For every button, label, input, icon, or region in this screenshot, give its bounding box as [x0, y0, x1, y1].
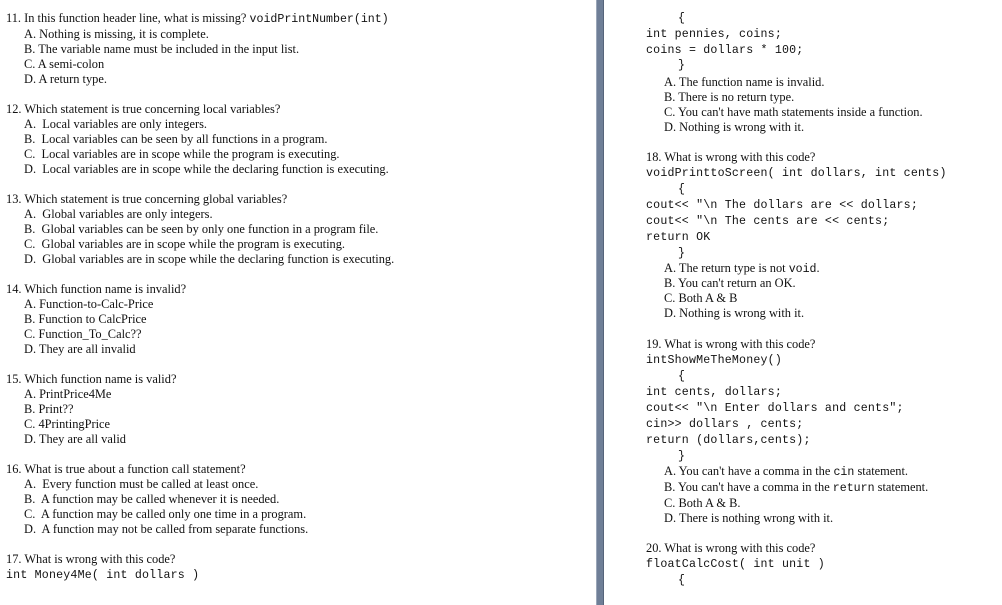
q18-option-a-tail: .	[816, 261, 820, 275]
q16-option-a: A. Every function must be called at least once.	[24, 477, 259, 491]
q19-code-line: return (dollars,cents);	[646, 434, 811, 447]
q18-option-a	[664, 261, 820, 277]
q19-code-line: {	[678, 370, 686, 383]
q18-code-line: cout<< "\n The cents are << cents;	[646, 215, 890, 228]
q17-code-line: }	[678, 59, 686, 72]
q18-option-a-code: void	[788, 263, 817, 276]
q17-stem: 17. What is wrong with this code?	[6, 552, 176, 566]
q11-stem-text: 11. In this function header line, what is missing?	[6, 11, 250, 25]
q11-stem-code: voidPrintNumber(int)	[249, 13, 389, 26]
q11-option-d: D. A return type.	[24, 72, 107, 86]
q15-option-c: C. 4PrintingPrice	[24, 417, 111, 431]
q14-option-d: D. They are all invalid	[24, 342, 136, 356]
q11-option-a: A. Nothing is missing, it is complete.	[24, 27, 209, 41]
q12-option-a: A. Local variables are only integers.	[24, 117, 208, 131]
q18-code-line: voidPrinttoScreen( int dollars, int cents)	[646, 167, 947, 180]
q14-option-c: C. Function_To_Calc??	[24, 327, 142, 341]
q14-option-a: A. Function-to-Calc-Price	[24, 297, 154, 311]
q16-option-d: D. A function may not be called from separate functions.	[24, 522, 309, 536]
q18-option-d: D. Nothing is wrong with it.	[664, 306, 805, 320]
q12-option-b: B. Local variables can be seen by all functions in a program.	[24, 132, 328, 146]
column-divider	[596, 0, 604, 605]
q17-code-line: coins = dollars * 100;	[646, 44, 804, 57]
q19-option-b	[664, 480, 928, 496]
q13-stem: 13. Which statement is true concerning global variables?	[6, 192, 288, 206]
q19-code-line: }	[678, 450, 686, 463]
q19-option-b-text: B. You can't have a comma in the	[664, 480, 833, 494]
q19-option-b-code: return	[832, 482, 875, 495]
q19-option-a-text: A. You can't have a comma in the	[664, 464, 834, 478]
q17-option-a: A. The function name is invalid.	[664, 75, 825, 89]
q19-option-a-code: cin	[833, 466, 855, 479]
q12-stem: 12. Which statement is true concerning local variables?	[6, 102, 281, 116]
q14-stem: 14. Which function name is invalid?	[6, 282, 187, 296]
q19-code-line: int cents, dollars;	[646, 386, 782, 399]
q12-option-c: C. Local variables are in scope while the program is executing.	[24, 147, 340, 161]
q19-code-line: intShowMeTheMoney()	[646, 354, 782, 367]
q18-option-a-text: A. The return type is not	[664, 261, 789, 275]
q18-code-line: cout<< "\n The dollars are << dollars;	[646, 199, 918, 212]
q16-option-c: C. A function may be called only one time in a program.	[24, 507, 307, 521]
q15-option-d: D. They are all valid	[24, 432, 126, 446]
q19-option-b-tail: statement.	[874, 480, 929, 494]
q15-option-a: A. PrintPrice4Me	[24, 387, 112, 401]
q17-option-b: B. There is no return type.	[664, 90, 795, 104]
q18-option-b: B. You can't return an OK.	[664, 276, 796, 290]
q14-option-b: B. Function to CalcPrice	[24, 312, 147, 326]
q17-code-header: int Money4Me( int dollars )	[6, 569, 200, 582]
q18-code-line: {	[678, 183, 686, 196]
q17-option-c: C. You can't have math statements inside a function.	[664, 105, 923, 119]
q20-code-line: floatCalcCost( int unit )	[646, 558, 825, 571]
q17-option-d: D. Nothing is wrong with it.	[664, 120, 805, 134]
q18-code-line: return OK	[646, 231, 711, 244]
q15-stem: 15. Which function name is valid?	[6, 372, 177, 386]
q19-stem: 19. What is wrong with this code?	[646, 337, 816, 351]
q13-option-d: D. Global variables are in scope while the declaring function is executing.	[24, 252, 395, 266]
q11-stem	[6, 11, 389, 27]
q18-code-line: }	[678, 247, 686, 260]
q13-option-a: A. Global variables are only integers.	[24, 207, 213, 221]
q19-option-a	[664, 464, 908, 480]
q18-stem: 18. What is wrong with this code?	[646, 150, 816, 164]
q13-option-c: C. Global variables are in scope while the program is executing.	[24, 237, 346, 251]
q19-code-line: cout<< "\n Enter dollars and cents";	[646, 402, 904, 415]
q13-option-b: B. Global variables can be seen by only one function in a program file.	[24, 222, 379, 236]
q11-option-c: C. A semi-colon	[24, 57, 105, 71]
q19-option-d: D. There is nothing wrong with it.	[664, 511, 834, 525]
q15-option-b: B. Print??	[24, 402, 74, 416]
q17-code-line: {	[678, 12, 686, 25]
q19-code-line: cin>> dollars , cents;	[646, 418, 804, 431]
q16-option-b: B. A function may be called whenever it is needed.	[24, 492, 280, 506]
q19-option-a-tail: statement.	[854, 464, 909, 478]
q19-option-c: C. Both A & B.	[664, 496, 741, 510]
q20-code-line: {	[678, 574, 686, 587]
q18-option-c: C. Both A & B	[664, 291, 738, 305]
q16-stem: 16. What is true about a function call statement?	[6, 462, 246, 476]
q17-code-line: int pennies, coins;	[646, 28, 782, 41]
q20-stem: 20. What is wrong with this code?	[646, 541, 816, 555]
q12-option-d: D. Local variables are in scope while the declaring function is executing.	[24, 162, 389, 176]
q11-option-b: B. The variable name must be included in the input list.	[24, 42, 300, 56]
